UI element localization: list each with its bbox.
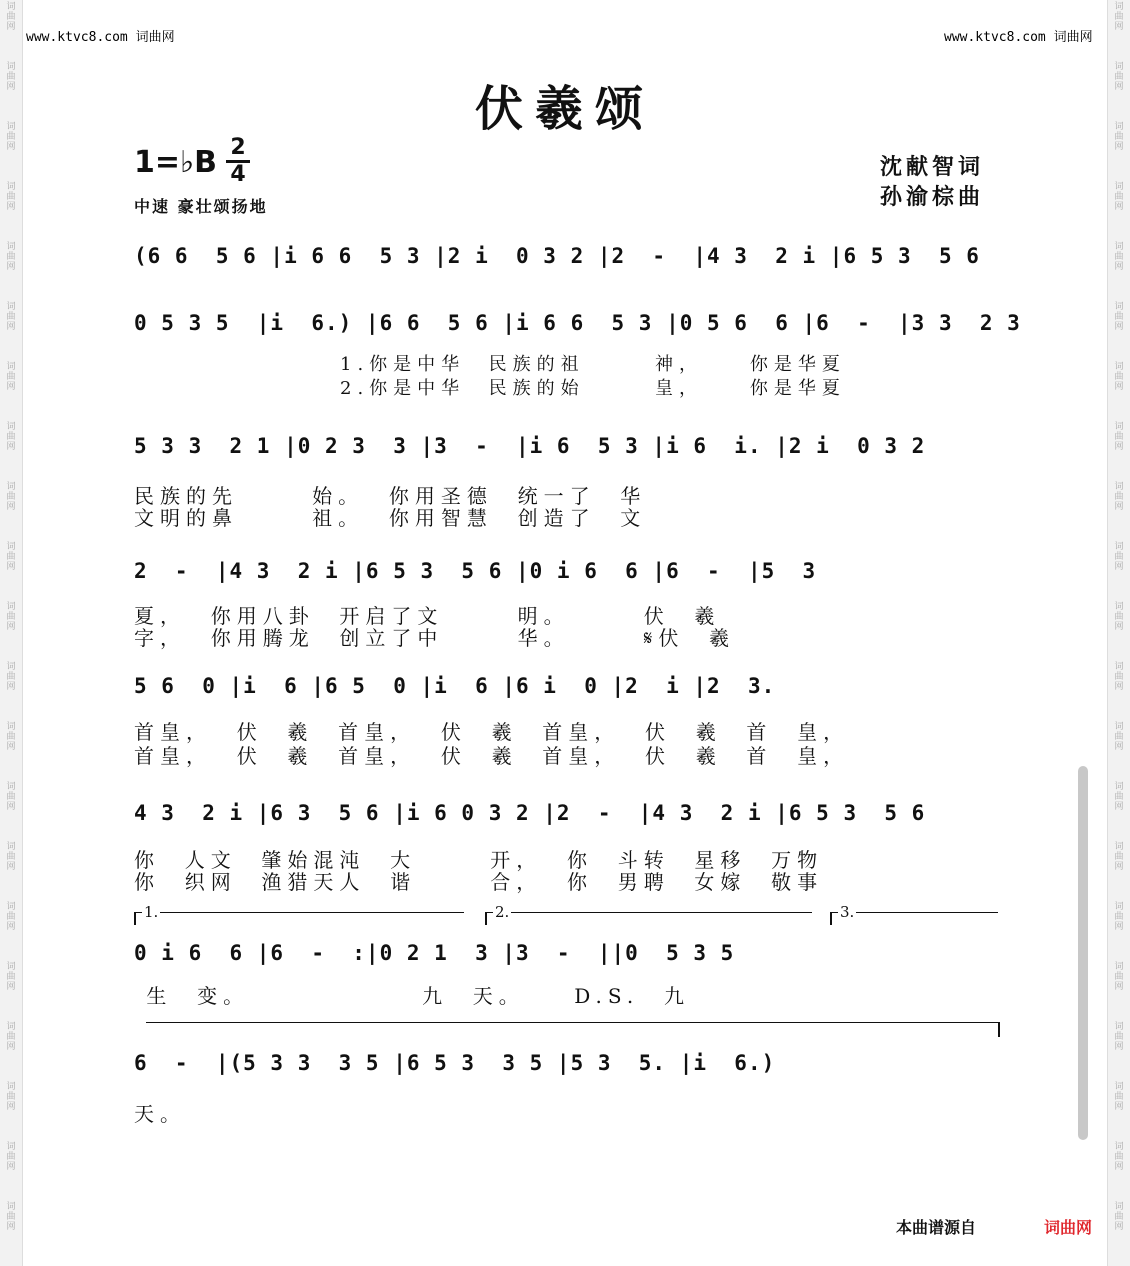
margin-watermark: 词 曲 网 bbox=[6, 722, 16, 752]
margin-watermark: 词 曲 网 bbox=[1114, 1202, 1124, 1232]
source-site-link[interactable]: 词曲网 bbox=[1044, 1218, 1093, 1237]
score-line-3 bbox=[134, 430, 1002, 474]
time-signature-bottom: 4 bbox=[230, 162, 246, 187]
margin-watermark: 词 曲 网 bbox=[6, 1202, 16, 1232]
lyric-line: 2.你是中华 民族的始 皇， 你是华夏 bbox=[340, 378, 846, 399]
lyric-line: 首皇， 伏 羲 首皇， 伏 羲 首皇， 伏 羲 首 皇， bbox=[134, 744, 850, 768]
composer-credit: 孙渝棕曲 bbox=[880, 184, 985, 210]
margin-watermark: 词 曲 网 bbox=[1114, 62, 1124, 92]
margin-watermark: 词 曲 网 bbox=[6, 602, 16, 632]
score-line-7 bbox=[134, 937, 1002, 981]
score-line-2 bbox=[134, 307, 1021, 351]
lyric-line: 天。 bbox=[134, 1102, 186, 1126]
margin-watermark: 词 曲 网 bbox=[6, 782, 16, 812]
coda-bracket bbox=[146, 1022, 1000, 1037]
notation: (6 6 5 6 |i 6 6 5 3 |2 i 0 3 2 |2 - |4 3 2 i |6 5 3 5 6 bbox=[134, 244, 980, 268]
volta-1: 1. bbox=[134, 912, 464, 925]
margin-watermark: 词 曲 网 bbox=[1114, 1082, 1124, 1112]
site-watermark-right: www.ktvc8.com 词曲网 bbox=[944, 30, 1093, 45]
lyric-line: 你 织网 渔猎天人 谐 合， 你 男聘 女嫁 敬事 bbox=[134, 870, 824, 894]
source-label: 本曲谱源自 bbox=[896, 1218, 977, 1237]
volta-2: 2. bbox=[485, 912, 812, 925]
margin-watermark: 词 曲 网 bbox=[6, 302, 16, 332]
margin-watermark: 词 曲 网 bbox=[6, 2, 16, 32]
key-signature: 1=♭B bbox=[134, 145, 218, 180]
margin-watermark: 词 曲 网 bbox=[6, 242, 16, 272]
margin-watermark: 词 曲 网 bbox=[6, 482, 16, 512]
margin-watermark: 词 曲 网 bbox=[1114, 542, 1124, 572]
score-line-8 bbox=[134, 1047, 1002, 1091]
margin-watermark: 词 曲 网 bbox=[6, 1082, 16, 1112]
margin-watermark: 词 曲 网 bbox=[1114, 1022, 1124, 1052]
score-line-4 bbox=[134, 555, 1002, 599]
margin-watermark: 词 曲 网 bbox=[6, 1022, 16, 1052]
tempo-marking: 中速 豪壮颂扬地 bbox=[134, 197, 268, 216]
volta-3: 3. bbox=[830, 912, 998, 925]
margin-watermark: 词 曲 网 bbox=[6, 422, 16, 452]
margin-watermark: 词 曲 网 bbox=[1114, 302, 1124, 332]
notation: 0 i 6 6 |6 - :|0 2 1 3 |3 - ||0 5 3 5 bbox=[134, 941, 735, 965]
margin-watermark: 词 曲 网 bbox=[1114, 362, 1124, 392]
score-line-1 bbox=[134, 240, 1002, 284]
margin-watermark: 词 曲 网 bbox=[6, 842, 16, 872]
margin-watermark: 词 曲 网 bbox=[1114, 482, 1124, 512]
score-line-5 bbox=[134, 670, 1002, 714]
site-watermark-left: www.ktvc8.com 词曲网 bbox=[26, 30, 175, 45]
lyricist-credit: 沈献智词 bbox=[880, 154, 985, 180]
time-signature-top: 2 bbox=[230, 135, 246, 160]
margin-watermark: 词 曲 网 bbox=[1114, 962, 1124, 992]
margin-watermark: 词 曲 网 bbox=[1114, 602, 1124, 632]
margin-watermark: 词 曲 网 bbox=[6, 542, 16, 572]
lyric-line: 民族的先 始。 你用圣德 统一了 华 bbox=[134, 484, 647, 508]
time-signature bbox=[226, 137, 250, 186]
margin-watermark: 词 曲 网 bbox=[1114, 122, 1124, 152]
margin-watermark: 词 曲 网 bbox=[6, 902, 16, 932]
margin-watermark: 词 曲 网 bbox=[6, 1142, 16, 1172]
lyric-line: 文明的鼻 祖。 你用智慧 创造了 文 bbox=[134, 506, 647, 530]
margin-watermark: 词 曲 网 bbox=[6, 62, 16, 92]
lyric-line: 字， 你用腾龙 创立了中 华。 𝄋伏 羲 bbox=[134, 626, 736, 650]
song-title: 伏羲颂 bbox=[474, 81, 655, 137]
margin-watermark: 词 曲 网 bbox=[1114, 842, 1124, 872]
margin-watermark: 词 曲 网 bbox=[6, 362, 16, 392]
margin-watermark: 词 曲 网 bbox=[1114, 1142, 1124, 1172]
scrollbar-thumb[interactable] bbox=[1078, 766, 1088, 1140]
margin-watermark: 词 曲 网 bbox=[6, 182, 16, 212]
lyric-line: 首皇， 伏 羲 首皇， 伏 羲 首皇， 伏 羲 首 皇， bbox=[134, 720, 850, 744]
notation: 6 - |(5 3 3 3 5 |6 5 3 3 5 |5 3 5. |i 6.) bbox=[134, 1051, 776, 1075]
notation: 5 6 0 |i 6 |6 5 0 |i 6 |6 i 0 |2 i |2 3. bbox=[134, 674, 776, 698]
notation: 4 3 2 i |6 3 5 6 |i 6 0 3 2 |2 - |4 3 2 i |6 5 3 5 6 bbox=[134, 801, 926, 825]
margin-watermark: 词 曲 网 bbox=[1114, 2, 1124, 32]
margin-watermark: 词 曲 网 bbox=[1114, 782, 1124, 812]
lyric-line: 生 变。 九 天。 D.S. 九 bbox=[134, 984, 690, 1008]
lyric-line: 你 人文 肇始混沌 大 开， 你 斗转 星移 万物 bbox=[134, 848, 824, 872]
margin-watermark: 词 曲 网 bbox=[1114, 422, 1124, 452]
score-line-6 bbox=[134, 797, 1002, 841]
notation: 2 - |4 3 2 i |6 5 3 5 6 |0 i 6 6 |6 - |5 3 bbox=[134, 559, 817, 583]
lyric-line: 夏， 你用八卦 开启了文 明。 伏 羲 bbox=[134, 604, 721, 628]
margin-watermark: 词 曲 网 bbox=[6, 662, 16, 692]
notation: 0 5 3 5 |i 6.) |6 6 5 6 |i 6 6 5 3 |0 5 6 6 |6 - |3 3 2 3 bbox=[134, 311, 1021, 335]
margin-watermark: 词 曲 网 bbox=[1114, 722, 1124, 752]
notation: 5 3 3 2 1 |0 2 3 3 |3 - |i 6 5 3 |i 6 i. |2 i 0 3 2 bbox=[134, 434, 926, 458]
margin-watermark: 词 曲 网 bbox=[1114, 182, 1124, 212]
margin-watermark: 词 曲 网 bbox=[1114, 662, 1124, 692]
lyric-line: 1.你是中华 民族的祖 神， 你是华夏 bbox=[340, 354, 846, 375]
margin-watermark: 词 曲 网 bbox=[1114, 902, 1124, 932]
margin-watermark: 词 曲 网 bbox=[1114, 242, 1124, 272]
margin-watermark: 词 曲 网 bbox=[6, 962, 16, 992]
margin-watermark: 词 曲 网 bbox=[6, 122, 16, 152]
